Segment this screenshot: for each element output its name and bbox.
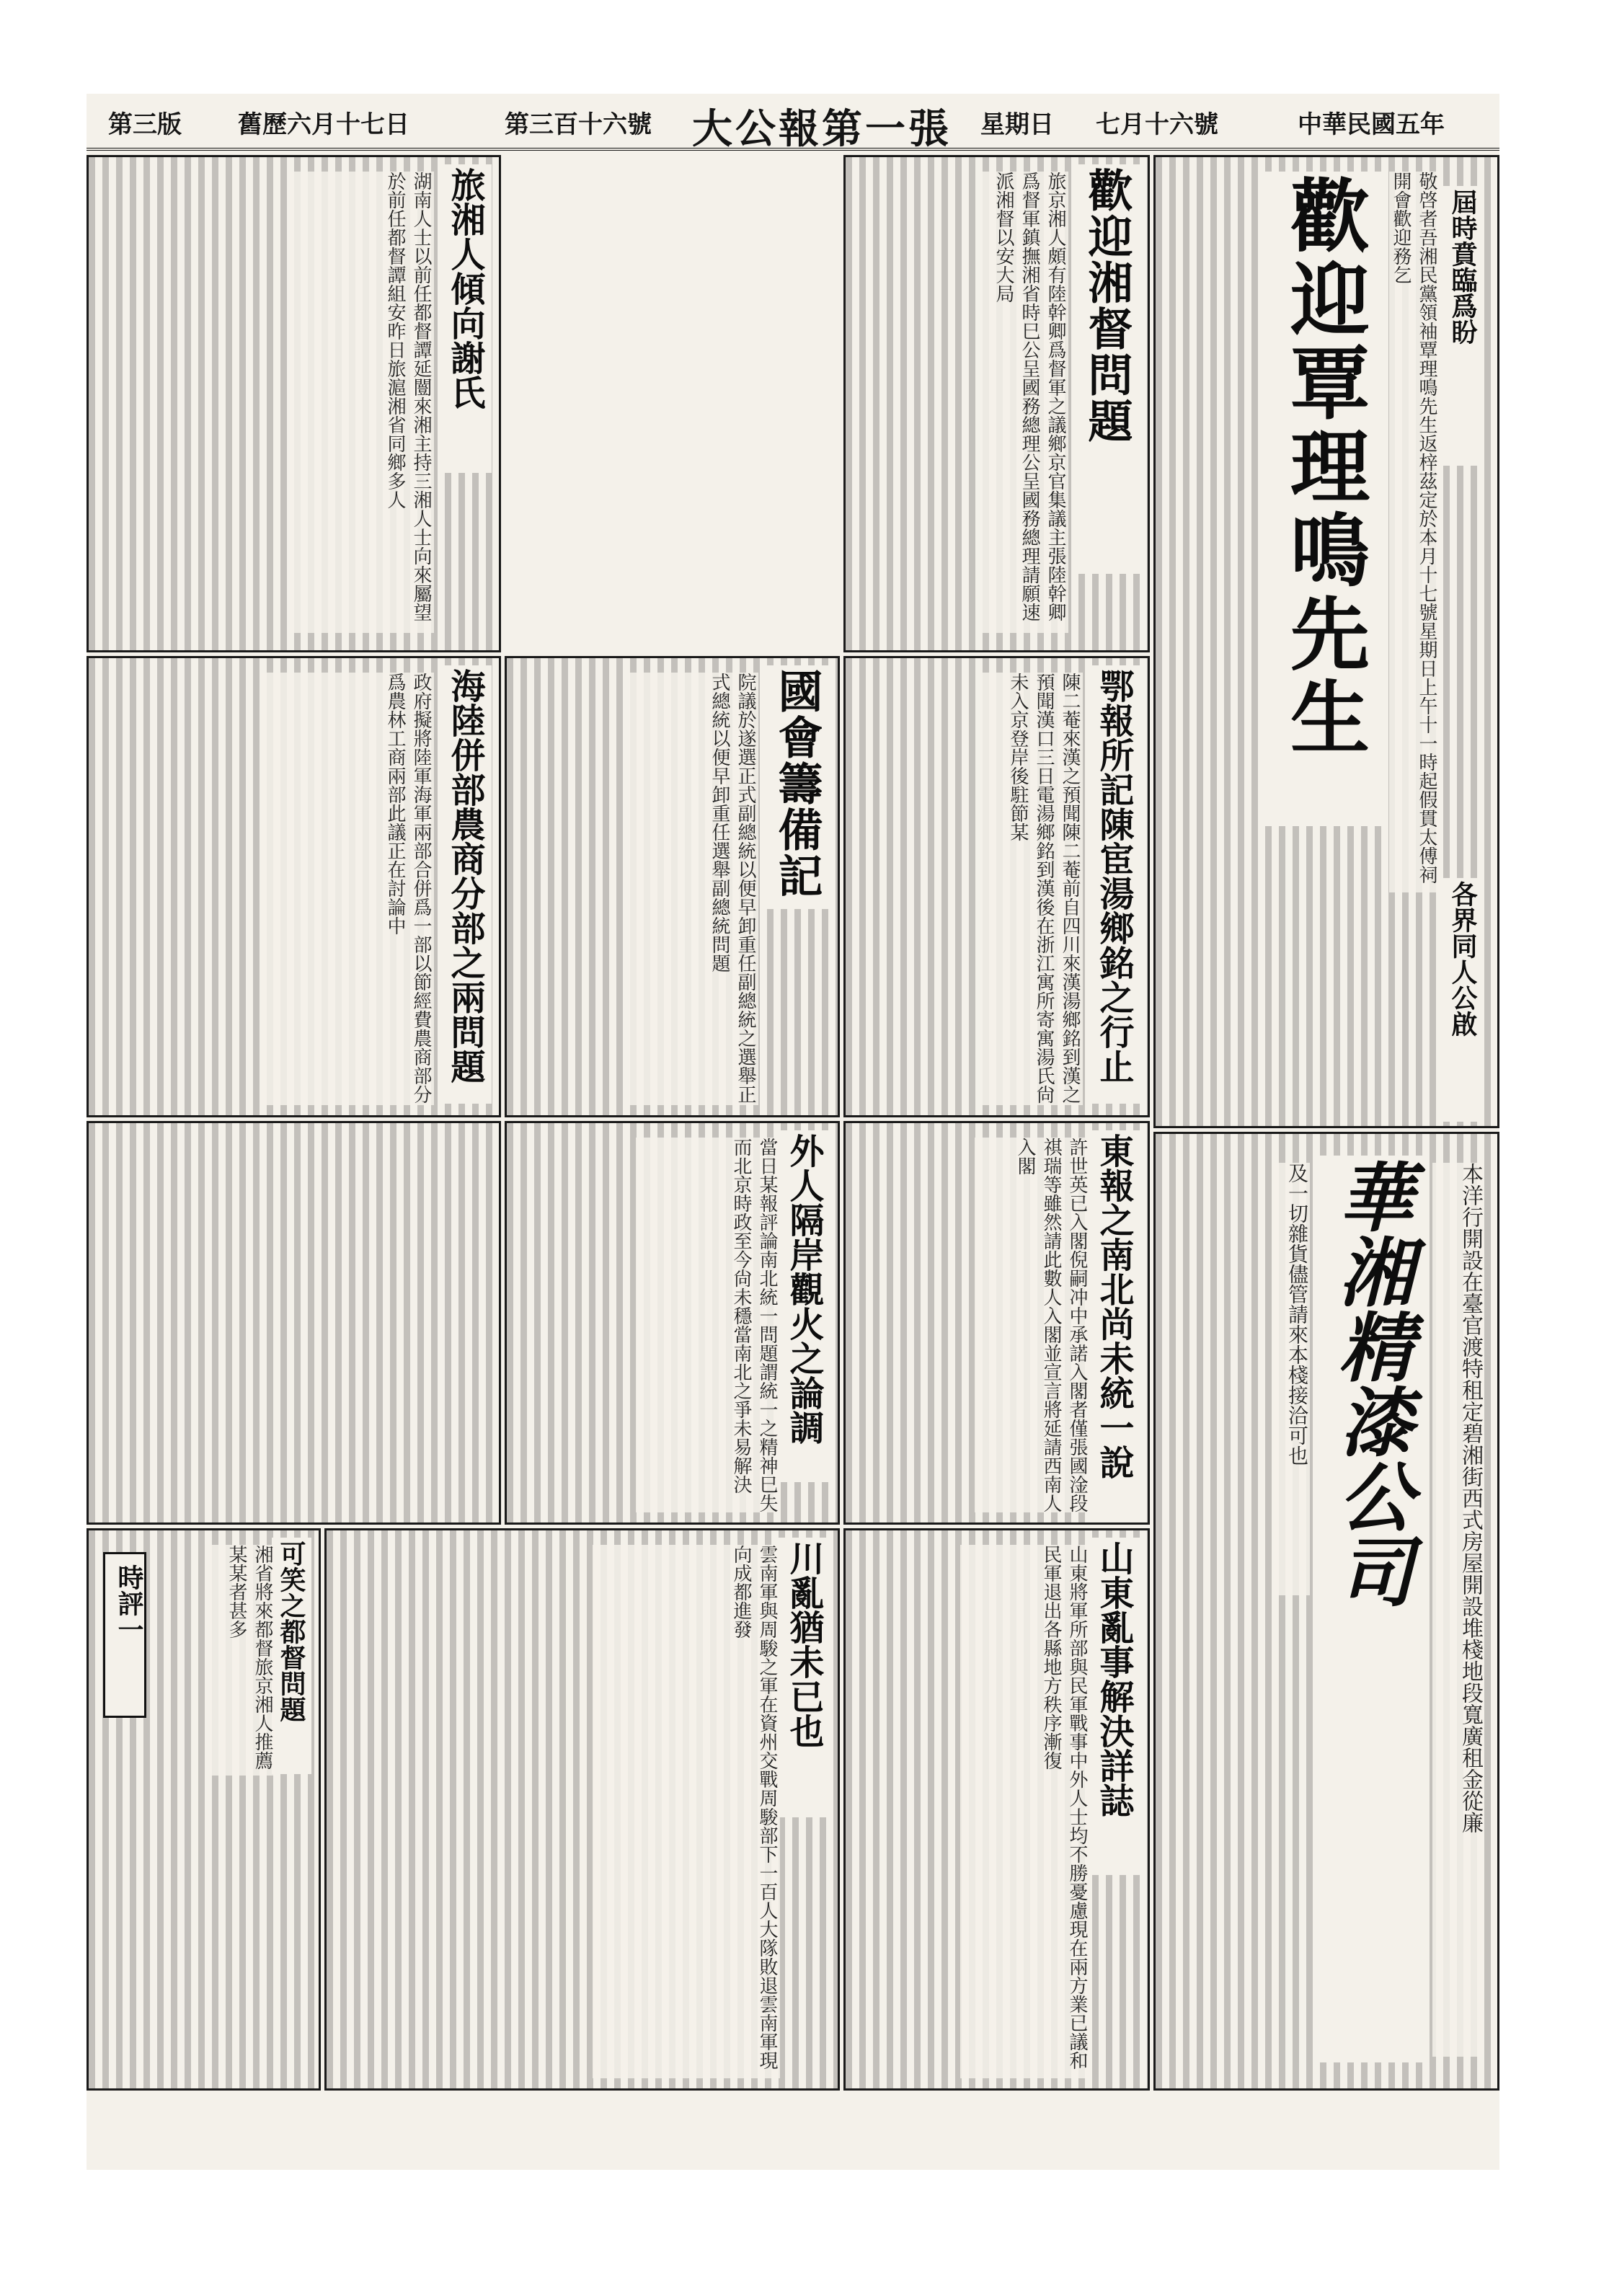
article-headline: 山東亂事解決詳誌 — [1088, 1538, 1140, 1875]
weekday: 星期日 — [980, 110, 1054, 139]
article-panel — [505, 656, 840, 1117]
shop-ad — [1153, 1132, 1499, 2091]
article-panel — [843, 1528, 1150, 2091]
article-panel — [87, 1121, 501, 1525]
article-headline: 鄂報所記陳宦湯鄉銘之行止 — [1088, 665, 1140, 1104]
article-body: 陳二菴來漢之預聞陳二菴前自四川來漢湯鄉銘到漢之預聞漢口三日電湯鄉銘到漢後在浙江寓所寄寓湯氏尙未入京登岸後駐節某 — [982, 673, 1083, 1105]
masthead — [87, 97, 1499, 151]
article-panel — [324, 1528, 840, 2091]
article-body: 雲南軍與周駿之軍在資州交戰周駿部下一百人大隊敗退雲南軍現向成都進發 — [593, 1545, 780, 2078]
article-headline: 旅湘人傾向謝氏 — [439, 164, 492, 473]
issue-date: 七月十六號 — [1096, 110, 1218, 139]
article-body: 山東將軍所部與民軍戰事中外人士均不勝憂慮現在兩方業已議和民軍退出各縣地方秩序漸復 — [960, 1545, 1090, 2078]
article-headline: 可笑之都督問題 — [272, 1538, 311, 1774]
welcome-ad-footer: 屆時賁臨爲盼 — [1443, 186, 1483, 466]
article-body: 當日某報評論南北統一問題謂統一之精神巳失而北京時政至今尙未穩當南北之爭未易解決 — [636, 1138, 780, 1512]
article-panel — [843, 656, 1150, 1117]
article-body: 政府擬將陸軍海軍兩部合併爲一部以節經費農商部分爲農林工商兩部此議正在討論中 — [261, 673, 434, 1105]
article-body: 旅京湘人頗有陸幹卿爲督軍之議鄉京官集議主張陸幹卿爲督軍鎮撫湘省時巳公呈國務總理公呈國務總理請願速派湘督以安大局 — [982, 172, 1068, 633]
article-panel — [843, 1121, 1150, 1525]
article-body: 湖南人士以前任都督譚延闓來湘主持三湘人士向來屬望於前任都督譚組安昨日旅滬湘省同鄉多人 — [290, 172, 434, 633]
article-headline: 外人隔岸觀火之論調 — [778, 1130, 830, 1482]
article-headline: 東報之南北尚未統一說 — [1088, 1130, 1140, 1525]
issue-number: 第三百十六號 — [505, 110, 652, 139]
page-label: 第三版 — [108, 110, 182, 139]
article-body: 院議於遂選正式副總統以便早卸重任副總統之選舉正式總統以便早卸重任選舉副總統問題 — [629, 673, 758, 1105]
article-headline: 川亂猶未已也 — [778, 1538, 830, 1817]
article-headline: 國會籌備記 — [763, 665, 830, 909]
welcome-ad-body: 敬啓者吾湘民黨領袖覃理鳴先生返梓茲定於本月十七號星期日上午十一時起假貫太傅祠開會歡迎務乞 — [1389, 172, 1440, 892]
article-headline: 海陸併部農商分部之兩問題 — [439, 665, 492, 1104]
article-panel — [505, 1121, 840, 1525]
shop-ad-title: 華湘精漆公司 — [1314, 1156, 1425, 2062]
column-box — [103, 1552, 146, 1718]
article-panel — [87, 656, 501, 1117]
article-headline: 歡迎湘督問題 — [1073, 164, 1140, 574]
article-body: 湘省將來都督旅京湘人推薦某某者甚多 — [210, 1545, 275, 1776]
article-body: 許世英已入閣倪嗣冲中承諾入閣者僅張國淦段祺瑞等雖然請此數人入閣並宣言將延請西南人入閣 — [975, 1138, 1090, 1512]
welcome-ad — [1153, 155, 1499, 1128]
shop-ad-tail: 及一切雜貨儘管請來本棧接洽可也 — [1274, 1163, 1310, 1595]
article-panel — [87, 1528, 321, 2091]
welcome-ad-title: 歡迎覃理鳴先生 — [1265, 172, 1382, 826]
column-box-label: 時評一 — [114, 1564, 144, 1642]
era-year: 中華民國五年 — [1298, 110, 1445, 139]
shop-ad-body: 本洋行開設在臺官渡特租定碧湘街西式房屋開設堆棧地段寬廣租金從廉 — [1432, 1163, 1483, 2057]
lunar-date: 舊歷六月十七日 — [238, 110, 409, 139]
paper-title: 大公報第一張 — [692, 105, 952, 153]
welcome-ad-signer: 各界同人公啟 — [1443, 878, 1483, 1122]
article-panel — [87, 155, 501, 652]
article-panel — [843, 155, 1150, 652]
